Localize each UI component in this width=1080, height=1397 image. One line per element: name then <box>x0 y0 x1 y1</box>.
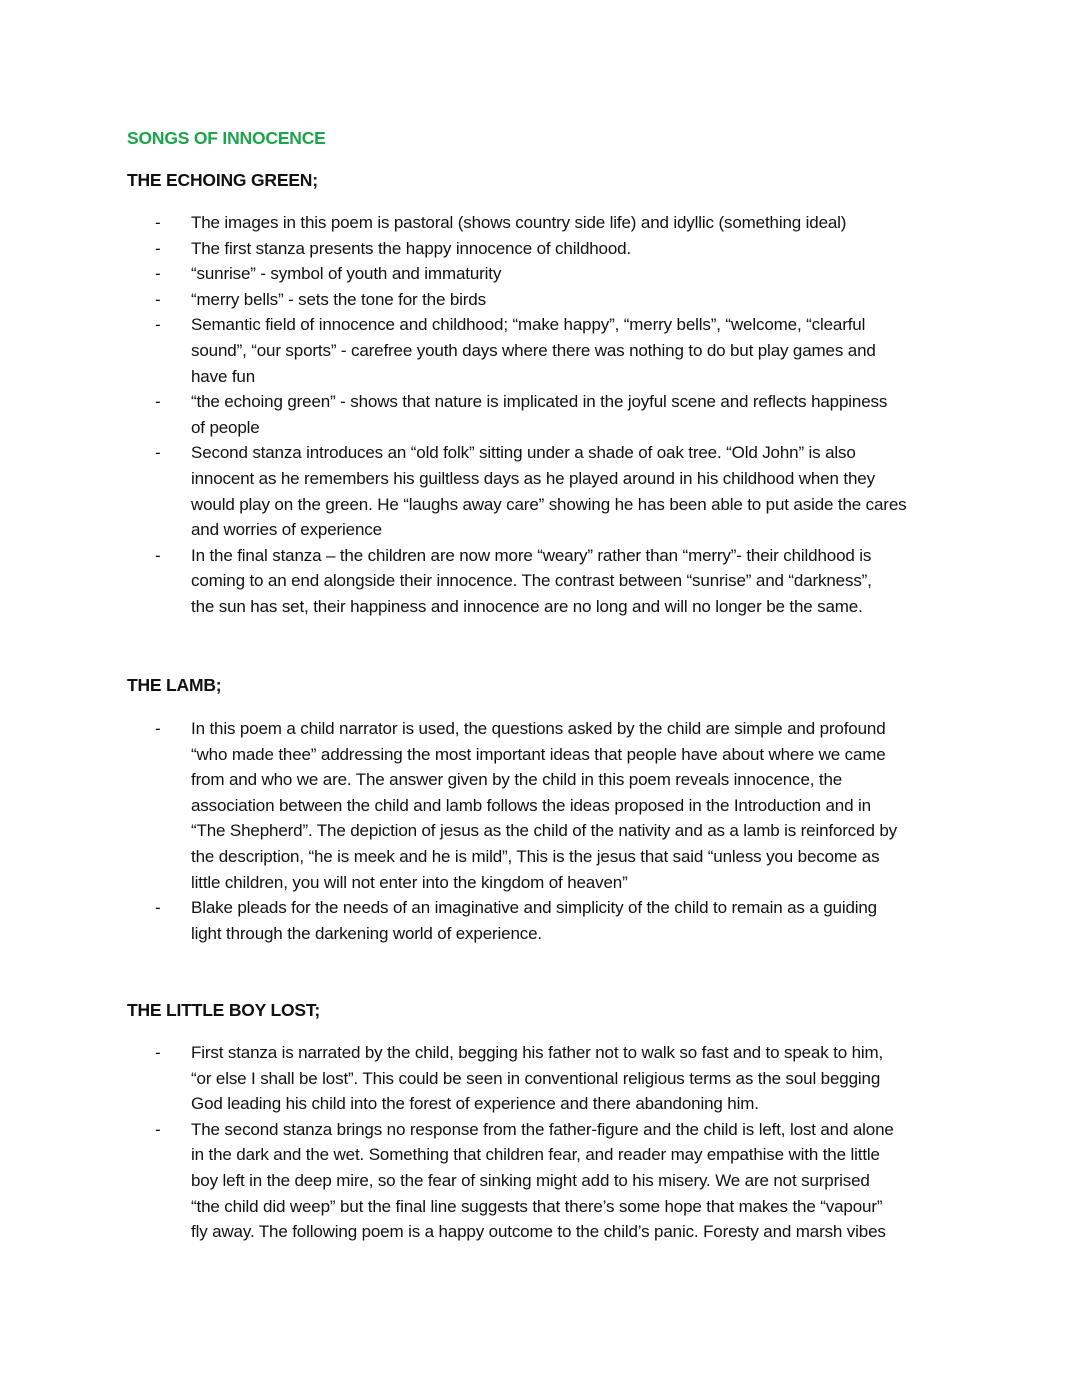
list-item-text: Second stanza introduces an “old folk” sitting under a shade of oak tree. “Old John” is also innocent as he remembers his guiltless days as he played around in his childhood when they would play on the green. He “laughs away care” showing he has been able to put aside the cares and worries of experience <box>191 443 907 540</box>
list-item-text: The first stanza presents the happy innocence of childhood. <box>191 238 632 258</box>
list-item <box>155 440 955 542</box>
bullet-dash: - <box>155 719 161 738</box>
list-item <box>155 261 955 287</box>
bullet-list-the-lamb <box>155 716 955 946</box>
list-item <box>155 543 955 620</box>
list-item-text: “sunrise” - symbol of youth and immaturity <box>191 264 502 284</box>
bullet-dash: - <box>155 545 161 565</box>
bullet-dash: - <box>155 1043 161 1062</box>
section-heading-little-boy-lost: THE LITTLE BOY LOST; <box>127 1000 321 1020</box>
list-item-text: In this poem a child narrator is used, the questions asked by the child are simple and profound “who made thee” addressing the most important ideas that people have about where we came from and who we are. The answer given by the child in this poem reveals innocence, the association between the child and lamb follows the ideas proposed in the Introduction and in “The Shepherd”. The depiction of jesus as the child of the nativity and as a lamb is reinforced by the description, “he is meek and he is mild”, This is the jesus that said “unless you become as little children, you will not enter into the kingdom of heaven” <box>191 719 897 892</box>
bullet-dash: - <box>155 1119 161 1139</box>
list-item-text: First stanza is narrated by the child, begging his father not to walk so fast and to speak to him, “or else I shall be lost”. This could be seen in conventional religious terms as the soul begging God leading his child into the forest of experience and there abandoning him. <box>191 1043 884 1114</box>
bullet-list-echoing-green <box>155 210 955 620</box>
list-item <box>155 210 955 236</box>
list-item <box>155 895 955 946</box>
bullet-dash: - <box>155 315 161 335</box>
list-item-text: “merry bells” - sets the tone for the birds <box>191 289 486 309</box>
list-item <box>155 716 955 895</box>
list-item <box>155 1040 955 1117</box>
bullet-dash: - <box>155 289 161 309</box>
bullet-dash: - <box>155 898 161 918</box>
document-title: SONGS OF INNOCENCE <box>127 128 326 148</box>
list-item-text: The images in this poem is pastoral (shows country side life) and idyllic (something ideal) <box>191 213 847 232</box>
bullet-list-little-boy-lost <box>155 1040 955 1245</box>
list-item <box>155 1117 955 1245</box>
list-item-text: Blake pleads for the needs of an imaginative and simplicity of the child to remain as a guiding light through the darkening world of experience. <box>191 898 877 943</box>
list-item <box>155 287 955 313</box>
list-item-text: The second stanza brings no response from the father-figure and the child is left, lost and alone in the dark and the wet. Something that children fear, and reader may empathise with the little boy left in the deep mire, so the fear of sinking might add to his misery. We are not surprised “the child did weep” but the final line suggests that there’s some hope that makes the “vapour” fly away. The following poem is a happy outcome to the child’s panic. Foresty and marsh vibes <box>191 1119 894 1242</box>
bullet-dash: - <box>155 443 161 463</box>
bullet-dash: - <box>155 213 161 232</box>
bullet-dash: - <box>155 238 161 258</box>
section-heading-the-lamb: THE LAMB; <box>127 675 222 695</box>
list-item-text: In the final stanza – the children are now more “weary” rather than “merry”- their childhood is coming to an end alongside their innocence. The contrast between “sunrise” and “darkness”, the sun has set, their happiness and innocence are no long and will no longer be the same. <box>191 545 872 616</box>
bullet-dash: - <box>155 392 161 412</box>
list-item <box>155 389 955 440</box>
list-item-text: “the echoing green” - shows that nature is implicated in the joyful scene and reflects happiness of people <box>191 392 888 437</box>
bullet-dash: - <box>155 264 161 284</box>
list-item <box>155 236 955 262</box>
list-item <box>155 312 955 389</box>
section-heading-echoing-green: THE ECHOING GREEN; <box>127 170 318 190</box>
list-item-text: Semantic field of innocence and childhood; “make happy”, “merry bells”, “welcome, “clearful sound”, “our sports” - carefree youth days where there was nothing to do but play games and have fun <box>191 315 876 386</box>
